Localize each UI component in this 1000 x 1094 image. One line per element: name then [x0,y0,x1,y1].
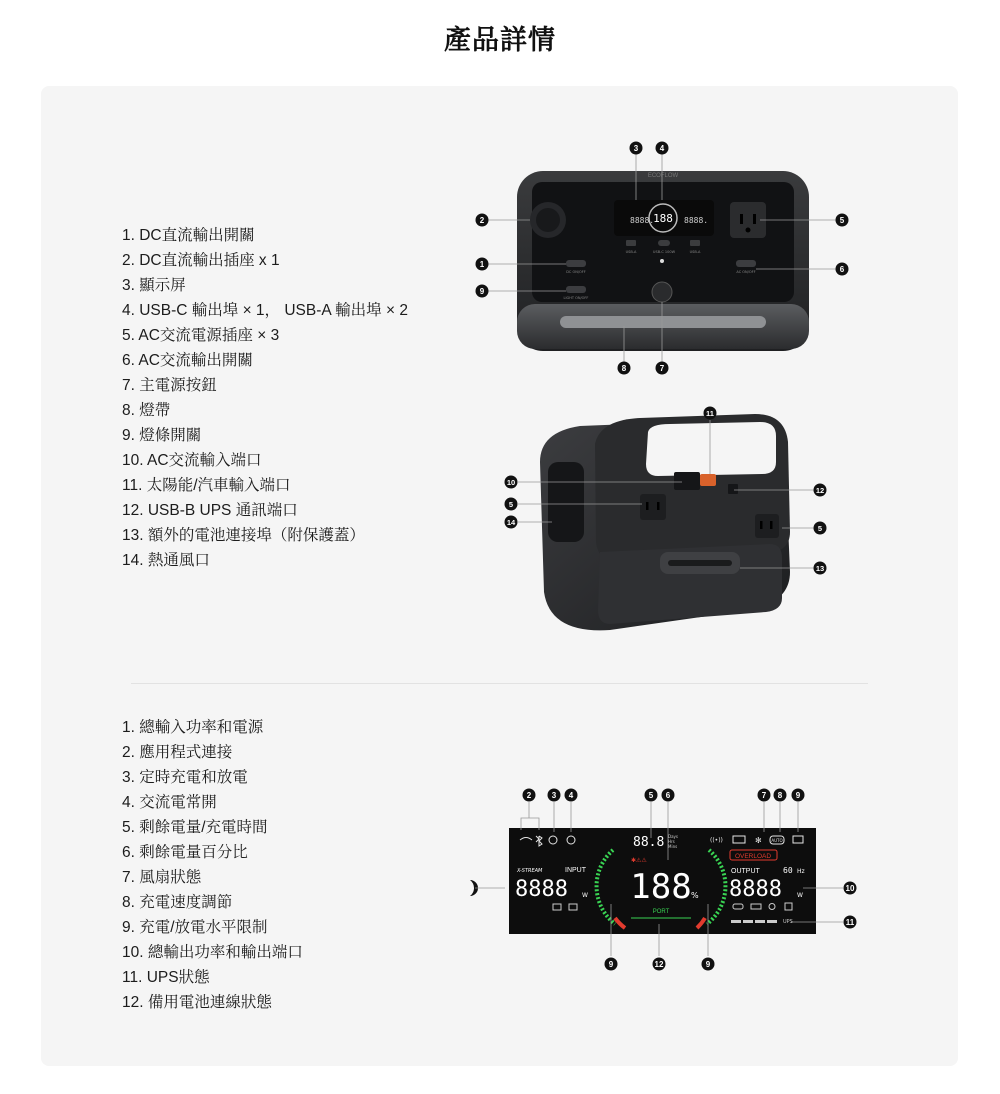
lcd-diagram-figure [465,780,865,980]
callout-badge: 4 [659,144,665,153]
list-item: 7. 主電源按鈕 [122,377,217,394]
svg-text:USB-A: USB-A [689,250,701,254]
callout-badge: 6 [839,265,845,274]
ups-label: UPS [783,919,793,925]
input-power-readout: 8888 [515,877,568,902]
main-power-button [652,282,672,302]
svg-text:Hrs: Hrs [668,839,675,844]
list-item: 12. 備用電池連線狀態 [122,994,272,1011]
svg-text:8888.: 8888. [684,216,709,225]
callout-badge: 9 [705,960,711,969]
list-item: 4. 交流電常開 [122,794,217,811]
svg-text:AUTO: AUTO [771,838,783,843]
list-item: 8. 燈帶 [122,402,171,419]
list-item: 7. 風扇狀態 [122,869,202,886]
brand-label: X-STREAM [517,868,543,874]
list-item: 1. DC直流輸出開關 [122,227,255,244]
list-item: 9. 燈條開關 [122,427,202,444]
callout-badge: 11 [706,409,714,418]
display-feature-list [122,715,303,1015]
callout-badge: 5 [839,216,845,225]
svg-text:188: 188 [653,212,673,225]
ac-outlet [755,514,779,538]
callout-badge: 5 [508,500,514,509]
callout-badge: 7 [761,791,767,800]
front-view-figure [470,136,860,376]
list-item: 2. DC直流輸出插座 x 1 [122,252,280,269]
callout-badge: 9 [479,287,485,296]
svg-text:W: W [582,892,588,899]
light-switch [566,286,586,293]
usb-a-port [626,240,636,246]
list-item: 8. 充電速度調節 [122,894,233,911]
svg-text:%: % [691,891,699,900]
svg-text:Hz: Hz [797,868,805,875]
ac-switch [736,260,756,267]
callout-badge: 10 [845,884,855,893]
callout-badge: 9 [795,791,801,800]
list-item: 11. 太陽能/汽車輸入端口 [122,477,291,494]
warning-icons: ✱⚠⚠ [631,857,647,864]
svg-text:8888.: 8888. [630,216,655,225]
list-item: 6. AC交流輸出開關 [122,352,253,369]
list-item: 5. AC交流電源插座 × 3 [122,327,280,344]
port-label: PORT [652,909,670,915]
output-label: OUTPUT [731,868,760,875]
svg-text:Mins: Mins [668,844,678,849]
list-item: 9. 充電/放電水平限制 [122,919,268,936]
callout-badge: 14 [506,518,516,527]
callout-badge: 7 [659,364,665,373]
ac-input-port [674,472,700,490]
frequency-readout: 60 [783,866,793,875]
list-item: 4. USB-C 輸出埠 × 1， USB-A 輸出埠 × 2 [122,302,408,319]
callout-badge: 11 [845,918,855,927]
brand-logo: ECOFLOW [647,173,679,179]
list-item: 12. USB-B UPS 通訊端口 [122,502,298,519]
usb-b-port [728,484,738,494]
usb-c-port [658,240,670,246]
page-title: 產品詳情 [444,25,556,55]
callout-badge: 3 [633,144,639,153]
callout-badge: 6 [665,791,671,800]
wireless-icon: ((•)) [710,837,723,844]
time-readout: 88.8 [633,835,665,850]
callout-badge: 12 [654,960,664,969]
callout-badge: 5 [648,791,654,800]
ac-outlet [640,494,666,520]
callout-badge: 9 [608,960,614,969]
front-display-screen [614,200,714,236]
svg-text:OVERLOAD: OVERLOAD [734,853,772,860]
list-item: 10. AC交流輸入端口 [122,452,262,469]
svg-text:DC ON/OFF: DC ON/OFF [566,270,586,274]
callout-badge: 8 [777,791,783,800]
callout-badge: 3 [551,791,557,800]
callout-badge: 2 [479,216,485,225]
list-item: 6. 剩餘電量百分比 [122,844,248,861]
power-station-back [540,414,790,630]
device-feature-list [122,223,408,573]
callout-badge: 5 [817,524,823,533]
list-item: 2. 應用程式連接 [122,744,233,761]
list-item: 3. 顯示屏 [122,277,186,294]
fan-icon: ✻ [755,836,762,845]
svg-text:W: W [797,892,803,899]
svg-text:USB-C 100W: USB-C 100W [652,250,676,254]
callout-badge: 13 [815,564,825,573]
battery-percent-readout: 188 [630,867,692,907]
callout-badge: 4 [568,791,574,800]
list-item: 1. 總輸入功率和電源 [122,719,264,736]
input-label: INPUT [565,867,586,874]
callout-badge: 8 [621,364,627,373]
usb-a-port [690,240,700,246]
output-power-readout: 8888 [729,877,782,902]
svg-text:USB-A: USB-A [625,250,637,254]
back-view-figure [500,402,840,642]
dc-switch [566,260,586,267]
callout-badge: 12 [815,486,825,495]
list-item: 10. 總輸出功率和輸出端口 [122,944,303,961]
list-item: 11. UPS狀態 [122,969,210,986]
callout-badge: 1 [479,260,485,269]
callout-badge: 2 [526,791,532,800]
callout-badge: 10 [506,478,516,487]
svg-text:AC ON/OFF: AC ON/OFF [736,270,756,274]
solar-input-port [700,474,716,486]
list-item: 14. 熱通風口 [122,552,210,569]
svg-text:LIGHT ON/OFF: LIGHT ON/OFF [563,296,589,300]
list-item: 13. 額外的電池連接埠（附保護蓋） [122,527,365,544]
list-item: 3. 定時充電和放電 [122,769,248,786]
section-divider [131,683,868,684]
svg-text:Days: Days [668,834,678,839]
list-item: 5. 剩餘電量/充電時間 [122,819,268,836]
